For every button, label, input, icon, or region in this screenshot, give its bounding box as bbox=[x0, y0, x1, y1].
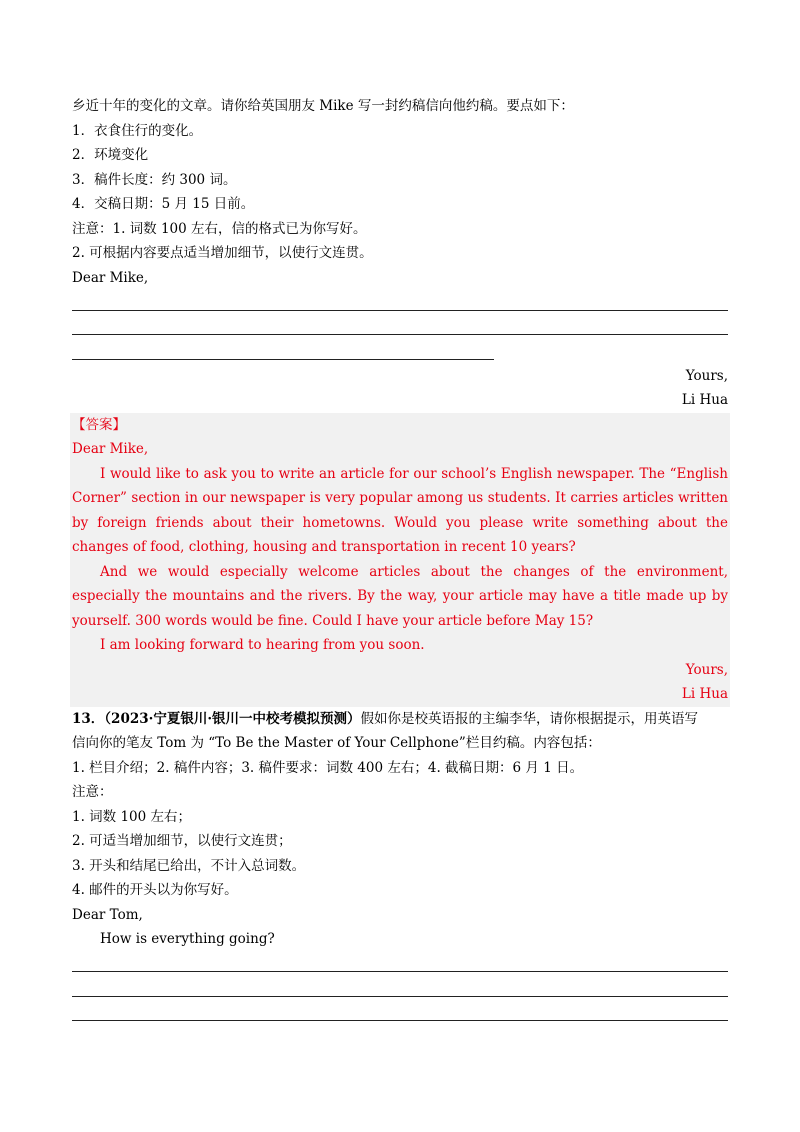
note-item: 1. 词数 100 左右； bbox=[72, 808, 192, 825]
letter-closing: Yours, bbox=[685, 367, 728, 384]
answer-greeting: Dear Mike, bbox=[72, 441, 149, 457]
page-content bbox=[72, 94, 728, 1025]
task-point: 3．稿件长度：约 300 词。 bbox=[72, 171, 237, 188]
note-item: 3. 开头和结尾已给出，不计入总词数。 bbox=[72, 857, 306, 874]
note-item: 4. 邮件的开头以为你写好。 bbox=[72, 882, 238, 898]
task-note: 注意：1. 词数 100 左右，信的格式已为你写好。 bbox=[72, 220, 367, 237]
question-prompt: 假如你是校英语报的主编李华，请你根据提示，用英语写 bbox=[360, 710, 699, 727]
question-prompt: 信向你的笔友 Tom 为 “To Be the Master of Your Cellphone”栏目约稿。内容包括： bbox=[72, 735, 601, 751]
task-point: 2．环境变化 bbox=[72, 147, 149, 163]
writing-line[interactable] bbox=[72, 1001, 728, 1026]
writing-line[interactable] bbox=[72, 952, 728, 977]
letter-greeting: Dear Mike, bbox=[72, 269, 149, 286]
answer-paragraph: I am looking forward to hearing from you soon. bbox=[100, 637, 425, 653]
answer-paragraph: I would like to ask you to write an article for our school’s English newspaper. The “English Corner” section in our newspaper is very popular among us students. It carries articles written by foreign friends about their hometowns. Would you please write something about the changes of food, clothing, housing and transportation in recent 10 years? bbox=[72, 465, 728, 555]
question-13-heading bbox=[72, 707, 728, 732]
task-note: 2. 可根据内容要点适当增加细节，以使行文连贯。 bbox=[72, 245, 373, 261]
letter-greeting: Dear Tom, bbox=[72, 906, 143, 923]
notes-label: 注意： bbox=[72, 784, 113, 800]
answer-signature: Li Hua bbox=[681, 686, 728, 702]
answer-paragraph: And we would especially welcome articles about the changes of the environment, especially the mountains and the rivers. By the way, your article may have a title made up by yourself. 300 words would be fine. Could I have your article before May 15? bbox=[72, 563, 728, 629]
question-number: 13． bbox=[72, 710, 105, 727]
answer-label: 【答案】 bbox=[72, 416, 126, 433]
task-line: 乡近十年的变化的文章。请你给英国朋友 Mike 写一封约稿信向他约稿。要点如下： bbox=[72, 98, 574, 114]
answer-closing: Yours, bbox=[685, 661, 728, 678]
note-item: 2. 可适当增加细节，以使行文连贯； bbox=[72, 833, 292, 849]
letter-opening: How is everything going? bbox=[100, 931, 275, 947]
question-source: （2023·宁夏银川·银川一中校考模拟预测） bbox=[104, 710, 361, 727]
writing-line[interactable] bbox=[72, 315, 728, 340]
letter-signature: Li Hua bbox=[681, 392, 728, 408]
task-point: 4．交稿日期：5 月 15 日前。 bbox=[72, 196, 255, 212]
writing-line[interactable] bbox=[72, 976, 728, 1001]
answer-block bbox=[70, 413, 730, 707]
writing-line[interactable] bbox=[72, 290, 728, 315]
question-points: 1. 栏目介绍；2. 稿件内容；3. 稿件要求：词数 400 左右；4. 截稿日期：6 月 1 日。 bbox=[72, 759, 584, 776]
writing-line[interactable] bbox=[72, 339, 728, 364]
task-point: 1．衣食住行的变化。 bbox=[72, 122, 203, 139]
